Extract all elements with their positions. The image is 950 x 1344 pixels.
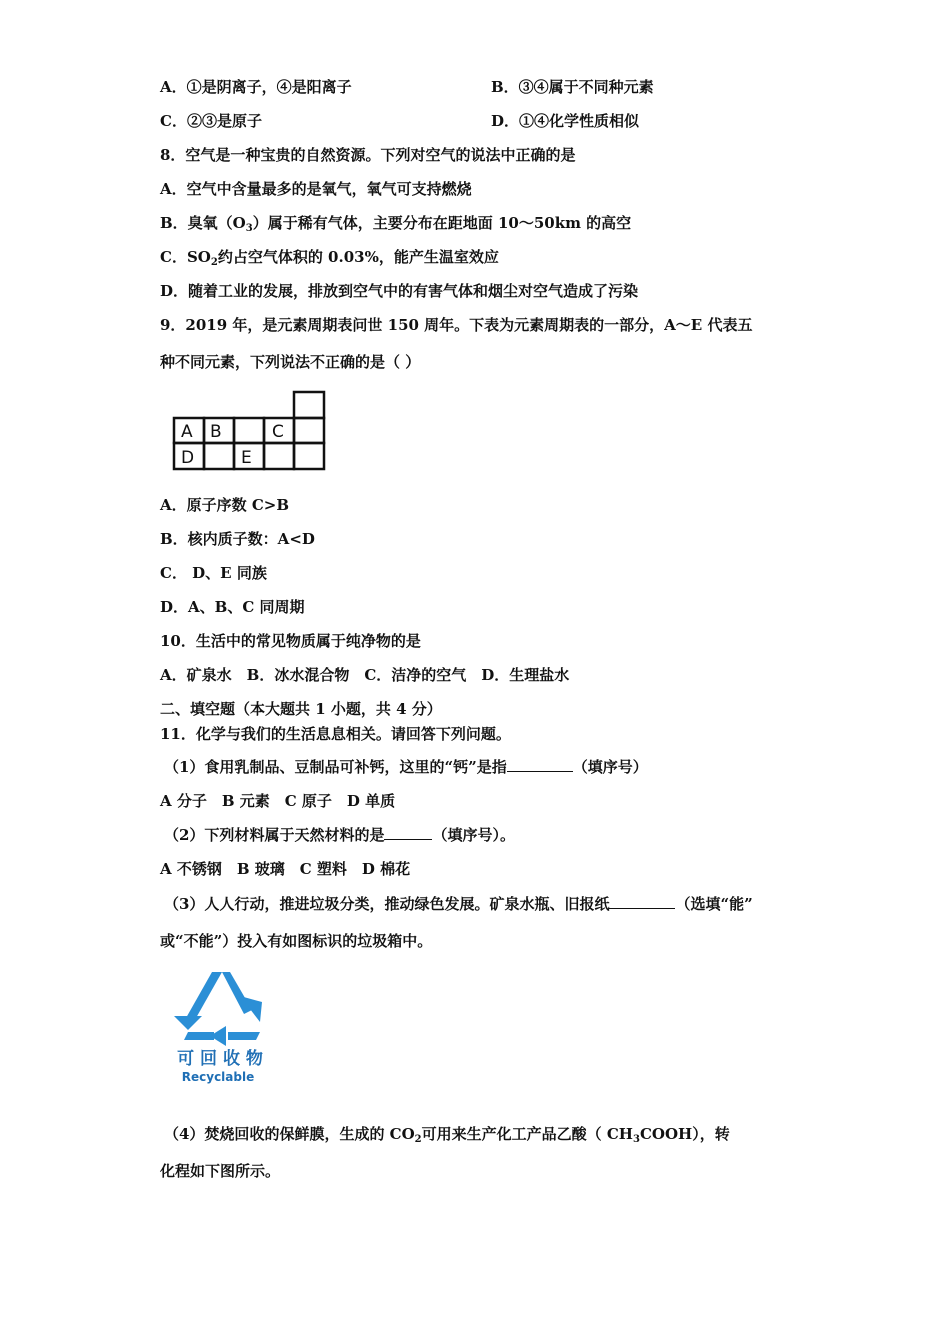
recycle-arrows-icon xyxy=(174,972,262,1046)
q11-stem: 11．化学与我们的生活息息相关。请回答下列问题。 xyxy=(160,725,511,743)
q8-option-d: D．随着工业的发展，排放到空气中的有害气体和烟尘对空气造成了污染 xyxy=(160,282,639,300)
q11-part1-options: A 分子 B 元素 C 原子 D 单质 xyxy=(160,792,396,810)
section-title: 二、填空题（本大题共 1 小题，共 4 分） xyxy=(160,700,442,718)
q9-stem-line2: 种不同元素，下列说法不正确的是（ ） xyxy=(160,353,421,371)
q7-option-a: A．①是阴离子，④是阳离子 xyxy=(160,78,352,96)
table-label-e: E xyxy=(241,448,252,468)
table-label-c: C xyxy=(272,422,284,442)
q8-stem: 8．空气是一种宝贵的自然资源。下列对空气的说法中正确的是 xyxy=(160,146,576,164)
q9-stem-line1: 9．2019 年，是元素周期表问世 150 周年。下表为元素周期表的一部分，A～E 代表五 xyxy=(160,316,753,334)
q9-option-b: B．核内质子数：A<D xyxy=(160,530,315,548)
q10-stem: 10．生活中的常见物质属于纯净物的是 xyxy=(160,632,421,650)
q8-option-a: A．空气中含量最多的是氧气，氧气可支持燃烧 xyxy=(160,180,472,198)
q7-option-b: B．③④属于不同种元素 xyxy=(491,78,654,96)
table-label-d: D xyxy=(181,448,195,468)
q11-part3-line2: 或“不能”）投入有如图标识的垃圾箱中。 xyxy=(160,932,433,950)
recycle-en-label: Recyclable xyxy=(181,1070,255,1084)
q7-option-c: C．②③是原子 xyxy=(160,112,262,130)
q11-part2-options: A 不锈钢 B 玻璃 C 塑料 D 棉花 xyxy=(160,860,411,878)
q11-part1: （1）食用乳制品、豆制品可补钙，这里的“钙”是指 （填序号） xyxy=(164,758,648,776)
q11-part3: （3）人人行动，推进垃圾分类，推动绿色发展。矿泉水瓶、旧报纸 （选填“能” xyxy=(164,895,753,913)
periodic-table-fragment xyxy=(170,390,330,474)
table-label-b: B xyxy=(210,422,222,442)
q9-option-d: D．A、B、C 同周期 xyxy=(160,598,305,616)
recycle-logo xyxy=(160,966,280,1088)
q11-part4-line2: 化程如下图所示。 xyxy=(160,1162,281,1180)
answer-blank-2[interactable] xyxy=(384,825,432,840)
answer-blank-1[interactable] xyxy=(507,757,573,772)
q10-options: A．矿泉水 B．冰水混合物 C．洁净的空气 D．生理盐水 xyxy=(160,666,570,684)
recycle-cn-label: 可 回 收 物 xyxy=(177,1049,263,1069)
table-label-a: A xyxy=(181,422,193,442)
q9-option-c: C． D、E 同族 xyxy=(160,564,267,582)
q8-option-c: C．$SO_2$约占空气体积的 0.03%，能产生温室效应 xyxy=(160,248,499,268)
q7-option-d: D．①④化学性质相似 xyxy=(491,112,640,130)
answer-blank-3[interactable] xyxy=(609,894,675,909)
q8-option-b: B．臭氧$(O_3)$属于稀有气体，主要分布在距地面 10～50km 的高空 xyxy=(160,214,632,234)
q9-option-a: A．原子序数 C>B xyxy=(160,496,290,514)
q11-part2: （2）下列材料属于天然材料的是 （填序号）。 xyxy=(164,826,515,844)
q11-part4: （4）焚烧回收的保鲜膜，生成的 $CO_2$可用来生产化工产品乙酸（ $CH_3COOH$），转 xyxy=(164,1125,730,1145)
